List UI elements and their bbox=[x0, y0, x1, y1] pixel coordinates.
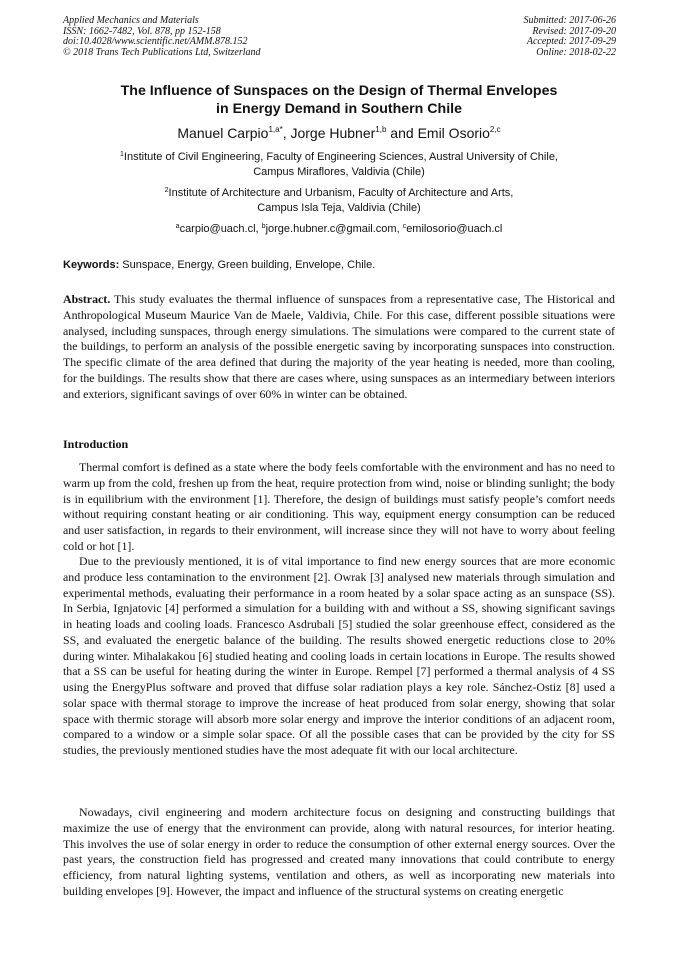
author-superscript: 2,c bbox=[489, 125, 501, 134]
doi-line: doi:10.4028/www.scientific.net/AMM.878.152 bbox=[63, 36, 248, 48]
author-name: Emil Osorio bbox=[417, 125, 490, 141]
affiliation-1 bbox=[63, 150, 615, 179]
email-address: carpio@uach.cl, bbox=[179, 223, 262, 235]
email-address: emilosorio@uach.cl bbox=[406, 223, 503, 235]
submitted-date: Submitted: 2017-06-26 bbox=[523, 15, 616, 26]
affiliation-2 bbox=[63, 186, 615, 215]
title-line-2: in Energy Demand in Southern Chile bbox=[216, 101, 462, 117]
submission-dates bbox=[524, 16, 617, 58]
copyright-line: © 2018 Trans Tech Publications Ltd, Switzerland bbox=[63, 46, 261, 58]
affiliation-line: Campus Isla Teja, Valdivia (Chile) bbox=[257, 201, 421, 214]
paper-title bbox=[63, 82, 615, 118]
author-list bbox=[63, 124, 615, 142]
body-paragraph: Nowadays, civil engineering and modern architecture focus on designing and constructing buildings that maximize the use of energy that the environment can provide, along with natural resources, for interior heating. This involves the use of solar energy in order to reduce the consumption of other external energy sources. Over the past years, the construction field has progressed and created many innovations that could contribute to energy efficiency, from natural lighting systems, ventilation and others, as well as incorporating new materials into building envelopes [9]. However, the impact and influence of the structural systems on creating energetic bbox=[63, 805, 615, 898]
keywords-text: Sunspace, Energy, Green building, Envelope, Chile. bbox=[119, 259, 376, 271]
affiliation-line: Campus Miraflores, Valdivia (Chile) bbox=[253, 165, 425, 178]
affiliation-line: Institute of Architecture and Urbanism, Faculty of Architecture and Arts, bbox=[168, 187, 514, 199]
accepted-date: Accepted: 2017-09-29 bbox=[526, 36, 616, 48]
author-separator: , bbox=[282, 125, 291, 141]
online-date: Online: 2018-02-22 bbox=[536, 46, 616, 58]
abstract bbox=[63, 292, 615, 403]
email-superscript: c bbox=[402, 223, 407, 230]
issn-line: ISSN: 1662-7482, Vol. 878, pp 152-158 bbox=[63, 25, 221, 37]
author-superscript: 1,b bbox=[375, 125, 387, 134]
abstract-text: This study evaluates the thermal influence of sunspaces from a representative case, The Historical and Anthropological Museum Maurice Van de Maele, Valdivia, Chile. For this case, different possible situations were analysed, including sunspaces, through energy simulations. The simulations were compared to the current state of the buildings, to perform an analysis of the possible energetic saving by incorporating sunspaces into construction. The specific climate of the area defined that during the majority of the year heating is needed, more than cooling, for the buildings. The results show that there are cases where, using sunspaces as an intermediary between interiors and exteriors, significant savings of over 60% in winter can be obtained. bbox=[63, 292, 615, 401]
revised-date: Revised: 2017-09-20 bbox=[532, 25, 616, 37]
email-address: jorge.hubner.c@gmail.com, bbox=[265, 223, 403, 235]
title-line-1: The Influence of Sunspaces on the Design of Thermal Envelopes bbox=[120, 83, 558, 99]
author-name: Jorge Hubner bbox=[290, 125, 376, 141]
abstract-label: Abstract. bbox=[63, 292, 111, 306]
affiliation-line: Institute of Civil Engineering, Faculty of Engineering Sciences, Austral University of Chile, bbox=[123, 151, 558, 163]
journal-name: Applied Mechanics and Materials bbox=[63, 15, 199, 26]
body-paragraph: Due to the previously mentioned, it is of vital importance to find new energy sources that are more economic and produce less contamination to the environment [2]. Owrak [3] analysed new materials through simulation and experimental methods, evaluating their performance in a room heated by a solar space acting as an sunspace (SS). In Serbia, Ignjatovic [4] performed a simulation for a building with and without a SS, showing significant savings in heating loads and cooling loads. Francesco Asdrubali [5] studied the solar greenhouse effect, considered as the SS, and evaluated the energetic balance of the building. The results showed energetic reductions close to 20% during winter. Mihalakakou [6] studied heating and cooling loads in certain locations in Europe. The results showed that a SS can be useful for heating during the winter in Europe. Rempel [7] performed a thermal analysis of 4 SS using the EnergyPlus software and proved that diffuse solar radiation plays a key role. Sánchez-Ostiz [8] used a solar space with thermal storage to improve the increase of heat produced from solar energy, showing that solar space with thermic storage will absorb more solar energy and improve the interior conditions of an adjacent room, compared to a window or a simple solar space. Of all the possible cases that can be provided by the city for SS studies, the previously mentioned studies have the most adequate fit with our local architecture. bbox=[63, 554, 615, 757]
affiliation-superscript: 1 bbox=[119, 151, 124, 158]
journal-info bbox=[63, 16, 261, 58]
keywords-label: Keywords: bbox=[63, 259, 120, 271]
affiliation-superscript: 2 bbox=[164, 187, 169, 194]
email-superscript: a bbox=[175, 223, 180, 230]
email-superscript: b bbox=[261, 223, 266, 230]
email-list bbox=[63, 222, 615, 237]
author-superscript: 1,a* bbox=[268, 125, 283, 134]
keywords bbox=[63, 258, 375, 272]
body-paragraph: Thermal comfort is defined as a state where the body feels comfortable with the environment and has no need to warm up from the cold, freshen up from the heat, require protection from wind, noise or blinding sunlight; the body is in equilibrium with the environment [1]. Therefore, the design of buildings must satisfy people’s comfort needs without requiring constant heating or air conditioning. This way, equipment energy consumption can be reduced and user satisfaction, in regards to their environment, will increase since they will not have to worry about feeling cold or hot [1]. bbox=[63, 460, 615, 553]
section-heading: Introduction bbox=[63, 437, 129, 451]
author-name: Manuel Carpio bbox=[177, 125, 269, 141]
author-separator: and bbox=[386, 125, 418, 141]
